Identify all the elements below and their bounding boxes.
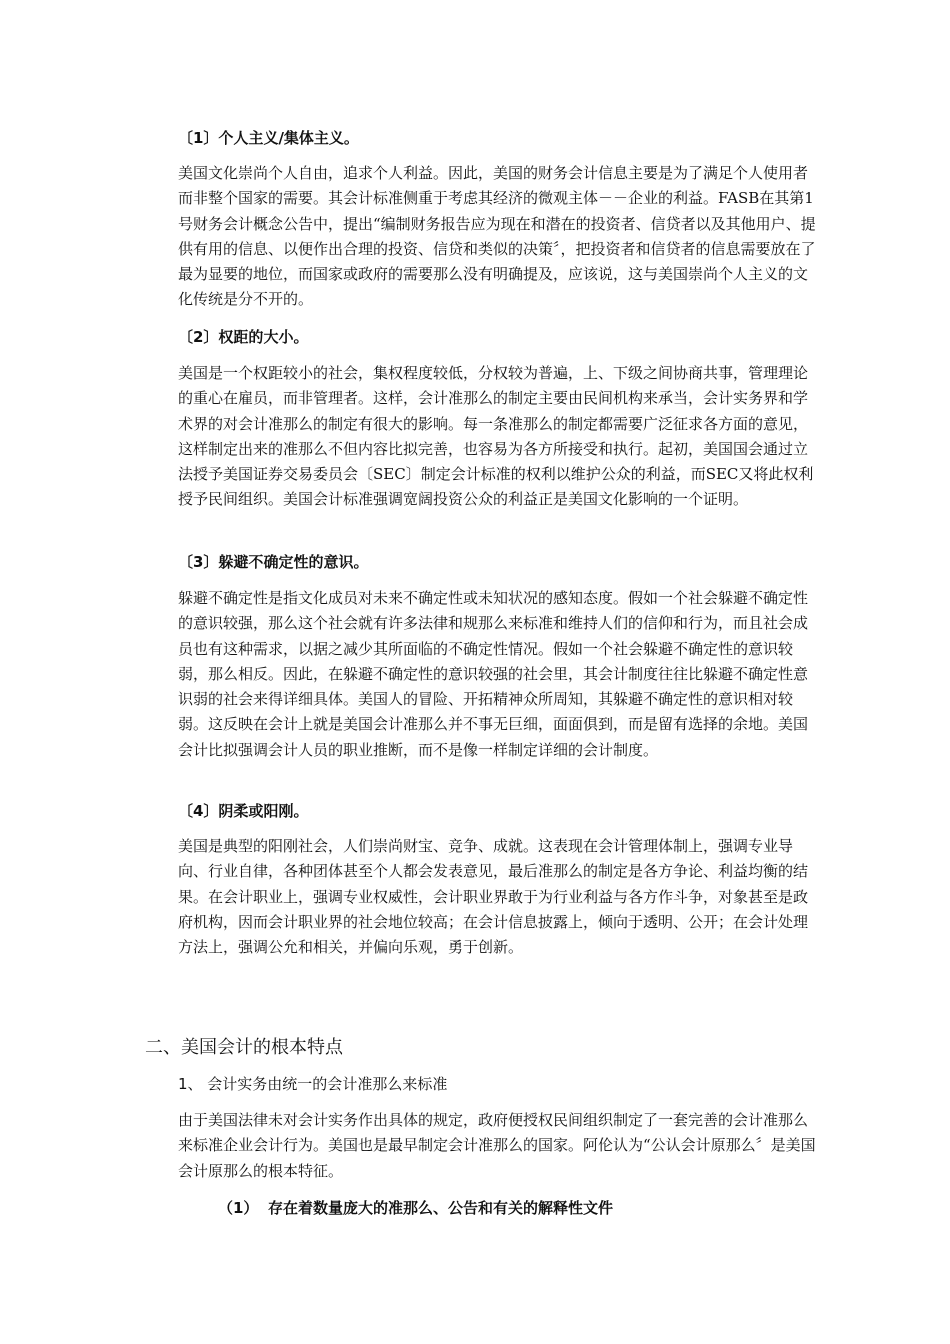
item-number: （1）: [218, 1199, 259, 1217]
section-body-individualism: 美国文化崇尚个人自由，追求个人利益。因此，美国的财务会计信息主要是为了满足个人使用者而非整个国家的需要。其会计标准侧重于考虑其经济的微观主体－－企业的利益。FASB在其第1号财务会计概念公告中，提出“编制财务报告应为现在和潜在的投资者、信贷者以及其他用户、提供有用的信息、以便作出合理的投资、信贷和类似的决策〞，把投资者和信贷者的信息需要放在了最为显要的地位，而国家或政府的需要那么没有明确提及，应该说，这与美国崇尚个人主义的文化传统是分不开的。: [178, 164, 816, 309]
item-text: 存在着数量庞大的准那么、公告和有关的解释性文件: [268, 1199, 614, 1217]
section-heading-power-distance: 〔2〕权距的大小。: [178, 328, 309, 346]
section-body-uncertainty-avoidance: 躲避不确定性是指文化成员对未来不确定性或未知状况的感知态度。假如一个社会躲避不确定性的意识较强，那么这个社会就有许多法律和规那么来标准和维持人们的信仰和行为，而且社会成员也有这种需求，以据之减少其所面临的不确定性情况。假如一个社会躲避不确定性的意识较弱，那么相反。因此，在躲避不确定性的意识较强的社会里，其会计制度往往比躲避不确定性意识弱的社会来得详细具体。美国人的冒险、开拓精神众所周知，其躲避不确定性的意识相对较弱。这反映在会计上就是美国会计准那么并不事无巨细，面面俱到，而是留有选择的余地。美国会计比拟强调会计人员的职业推断，而不是像一样制定详细的会计制度。: [178, 589, 809, 759]
section-heading-uncertainty-avoidance: 〔3〕躲避不确定性的意识。: [178, 553, 369, 571]
part-two-heading: 二、美国会计的根本特点: [145, 1037, 343, 1058]
part-two-item-heading: [218, 1198, 613, 1218]
section-heading-individualism: 〔1〕个人主义/集体主义。: [178, 129, 359, 147]
part-two-subheading: 1、 会计实务由统一的会计准那么来标准: [178, 1075, 448, 1093]
section-body-masculinity: 美国是典型的阳刚社会，人们崇尚财宝、竞争、成就。这表现在会计管理体制上，强调专业导向、行业自律，各种团体甚至个人都会发表意见，最后准那么的制定是各方争论、利益均衡的结果。在会计职业上，强调专业权威性，会计职业界敢于为行业利益与各方作斗争，对象甚至是政府机构，因而会计职业界的社会地位较高；在会计信息披露上，倾向于透明、公开；在会计处理方法上，强调公允和相关，并偏向乐观，勇于创新。: [178, 837, 809, 957]
section-heading-masculinity: 〔4〕阴柔或阳刚。: [178, 802, 309, 820]
part-two-body: 由于美国法律未对会计实务作出具体的规定，政府便授权民间组织制定了一套完善的会计准那么来标准企业会计行为。美国也是最早制定会计准那么的国家。阿伦认为“公认会计原那么〞是美国会计原那么的根本特征。: [178, 1111, 816, 1180]
section-body-power-distance: 美国是一个权距较小的社会，集权程度较低，分权较为普遍，上、下级之间协商共事，管理理论的重心在雇员，而非管理者。这样，会计准那么的制定主要由民间机构来承当，会计实务界和学术界的对会计准那么的制定有很大的影响。每一条准那么的制定都需要广泛征求各方面的意见，这样制定出来的准那么不但内容比拟完善，也容易为各方所接受和执行。起初，美国国会通过立法授予美国证券交易委员会〔SEC〕制定会计标准的权利以维护公众的利益，而SEC又将此权利授予民间组织。美国会计标准强调宽阔投资公众的利益正是美国文化影响的一个证明。: [178, 364, 814, 509]
